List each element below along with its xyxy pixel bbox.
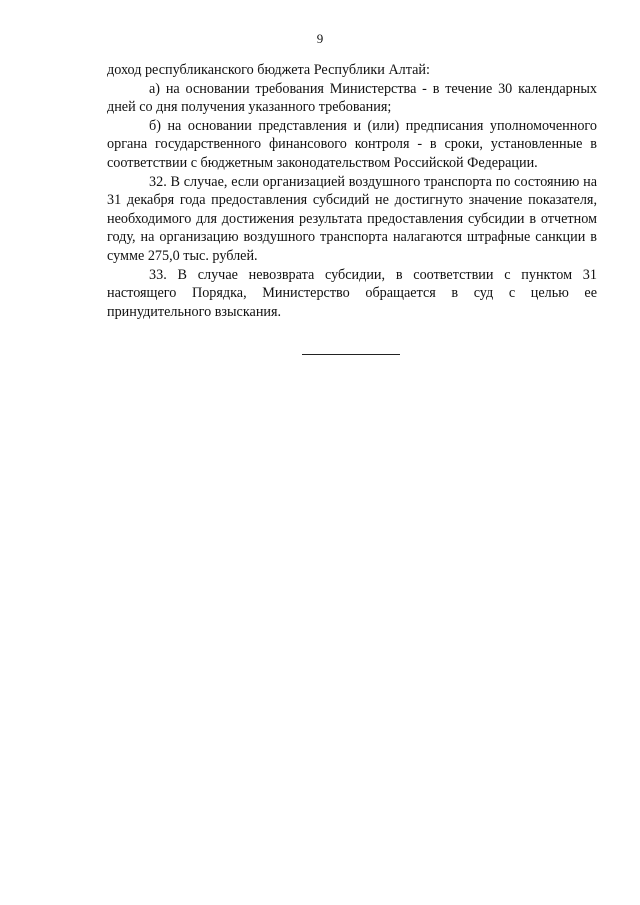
paragraph-item-a: а) на основании требования Министерства - в течение 30 календарных дней со дня получения указанного требования; xyxy=(107,80,597,116)
paragraph-33: 33. В случае невозврата субсидии, в соответствии с пунктом 31 настоящего Порядка, Министерство обращается в суд с целью ее принудительного взыскания. xyxy=(107,266,597,320)
paragraph-item-b: б) на основании представления и (или) предписания уполномоченного органа государственного финансового контроля - в сроки, установленные в соответствии с бюджетным законодательством Российской Федерации. xyxy=(107,117,597,171)
paragraph-32: 32. В случае, если организацией воздушного транспорта по состоянию на 31 декабря года предоставления субсидий не достигнуто значение показателя, необходимого для достижения результата предоставления субсидии в отчетном году, на организацию воздушного транспорта налагаются штрафные санкции в сумме 275,0 тыс. рублей. xyxy=(107,173,597,264)
document-body xyxy=(107,61,597,321)
page-number: 9 xyxy=(316,31,324,46)
end-divider-line xyxy=(302,354,400,355)
paragraph-budget-income: доход республиканского бюджета Республики Алтай: xyxy=(107,62,430,78)
